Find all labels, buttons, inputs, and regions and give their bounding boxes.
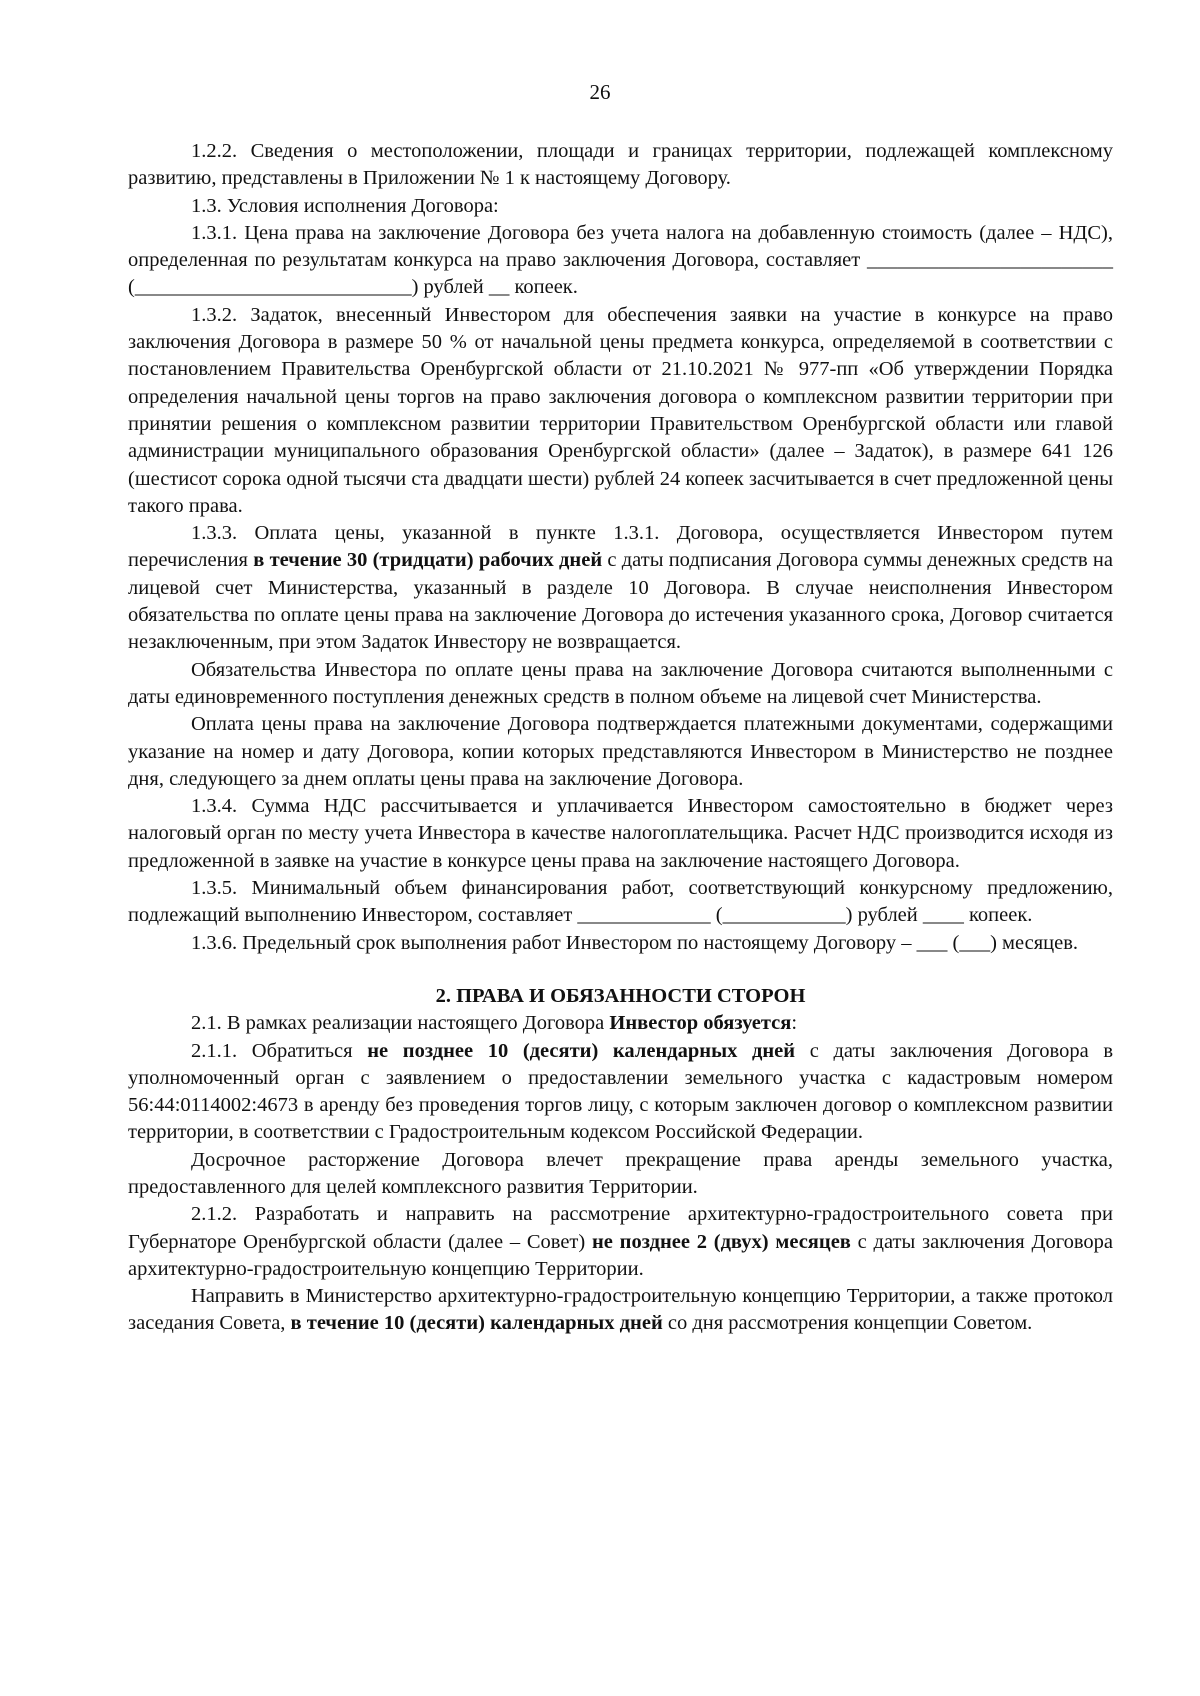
paragraph-send-concept-part-2: со дня рассмотрения концепции Советом.	[662, 1312, 1033, 1335]
paragraph-2-1-1-part-2: с даты заключения Договора в уполномоченный орган с заявлением о предоставлении земельного участка с кадастровым номером 56:44:0114002:4673 в аренду без проведения торгов лицу, с которым заключен договор о комплексном развитии территории, в соответствии с Градостроительным кодексом Российской Федерации.	[128, 1039, 1113, 1144]
paragraph-1-2-2: 1.2.2. Сведения о местоположении, площади и границах территории, подлежащей комплексному развитию, представлены в Приложении № 1 к настоящему Договору.	[128, 140, 1113, 190]
paragraph-1-3-6: 1.3.6. Предельный срок выполнения работ Инвестором по настоящему Договору – ___ (___) месяцев.	[191, 931, 1079, 954]
paragraph-2-1-bold: Инвестор обязуется	[609, 1012, 792, 1035]
paragraph-1-3-2: 1.3.2. Задаток, внесенный Инвестором для обеспечения заявки на участие в конкурсе на право заключения Договора в размере 50 % от начальной цены предмета конкурса, определяемой в соответствии с постановлением Правительства Оренбургской области от 21.10.2021 № 977-пп «Об утверждении Порядка определения начальной цены торгов на право заключения договора о комплексном развитии территории при принятии решения о комплексном развитии территории Правительством Оренбургской области или главой администрации муниципального образования Оренбургской области» (далее – Задаток), в размере 641 126 (шестисот сорока одной тысячи ста двадцати шести) рублей 24 копеек засчитывается в счет предложенной цены такого права.	[128, 303, 1113, 517]
paragraph-2-1-2-part-1: 2.1.2. Разработать и направить на рассмотрение архитектурно-градостроительного совета при Губернаторе Оренбургской области (далее – Совет)	[128, 1203, 1113, 1253]
paragraph-2-1-1-part-1: 2.1.1. Обратиться	[191, 1039, 368, 1062]
paragraph-early-termination: Досрочное расторжение Договора влечет прекращение права аренды земельного участка, предоставленного для целей комплексного развития Территории.	[128, 1148, 1113, 1198]
paragraph-1-3-3-bold-term: в течение 30 (тридцати) рабочих дней	[253, 549, 603, 572]
paragraph-2-1	[128, 1010, 1113, 1037]
page-number: 26	[589, 80, 611, 104]
paragraph-2-1-1	[128, 1038, 1113, 1147]
paragraph-1-3-3	[128, 520, 1113, 656]
section-heading-2: 2. ПРАВА И ОБЯЗАННОСТИ СТОРОН	[435, 984, 806, 1007]
paragraph-send-concept-part-1: Направить в Министерство архитектурно-градостроительную концепцию Территории, а также протокол заседания Совета,	[128, 1285, 1113, 1335]
document-body	[128, 138, 1113, 1338]
paragraph-1-3-3-part-2: с даты подписания Договора суммы денежных средств на лицевой счет Министерства, указанный в разделе 10 Договора. В случае неисполнения Инвестором обязательства по оплате цены права на заключение Договора до истечения указанного срока, Договор считается незаключенным, при этом Задаток Инвестору не возвращается.	[128, 549, 1113, 654]
paragraph-1-3: 1.3. Условия исполнения Договора:	[191, 194, 499, 217]
paragraph-2-1-1-bold: не позднее 10 (десяти) календарных дней	[367, 1039, 796, 1062]
paragraph-1-3-1: 1.3.1. Цена права на заключение Договора без учета налога на добавленную стоимость (далее – НДС), определенная по результатам конкурса на право заключения Договора, составляет ________________________ (___________________________) рублей __ копеек.	[128, 221, 1113, 299]
paragraph-2-1-2-part-2: с даты заключения Договора архитектурно-градостроительную концепцию Территории.	[128, 1230, 1113, 1280]
paragraph-1-3-4: 1.3.4. Сумма НДС рассчитывается и уплачивается Инвестором самостоятельно в бюджет через налоговый орган по месту учета Инвестора в качестве налогоплательщика. Расчет НДС производится исходя из предложенной в заявке на участие в конкурсе цены права на заключение настоящего Договора.	[128, 795, 1113, 872]
paragraph-1-3-5: 1.3.5. Минимальный объем финансирования работ, соответствующий конкурсному предложению, подлежащий выполнению Инвестором, составляет _____________ (____________) рублей ____ копеек.	[128, 877, 1113, 927]
paragraph-2-1-2	[128, 1201, 1113, 1283]
paragraph-2-1-2-bold: не позднее 2 (двух) месяцев	[591, 1230, 851, 1253]
paragraph-1-3-3-part-1: 1.3.3. Оплата цены, указанной в пункте 1.3.1. Договора, осуществляется Инвестором путем перечисления	[128, 522, 1113, 572]
paragraph-send-concept-bold: в течение 10 (десяти) календарных дней	[290, 1312, 663, 1335]
paragraph-2-1-part-2: :	[791, 1012, 798, 1035]
paragraph-2-1-part-1: 2.1. В рамках реализации настоящего Договора	[191, 1012, 610, 1035]
paragraph-obligations-fulfilled: Обязательства Инвестора по оплате цены права на заключение Договора считаются выполненными с даты единовременного поступления денежных средств в полном объеме на лицевой счет Министерства.	[128, 658, 1113, 708]
paragraph-payment-confirmation: Оплата цены права на заключение Договора подтверждается платежными документами, содержащими указание на номер и дату Договора, копии которых представляются Инвестором в Министерство не позднее дня, следующего за днем оплаты цены права на заключение Договора.	[128, 713, 1113, 790]
paragraph-send-concept	[128, 1283, 1113, 1338]
